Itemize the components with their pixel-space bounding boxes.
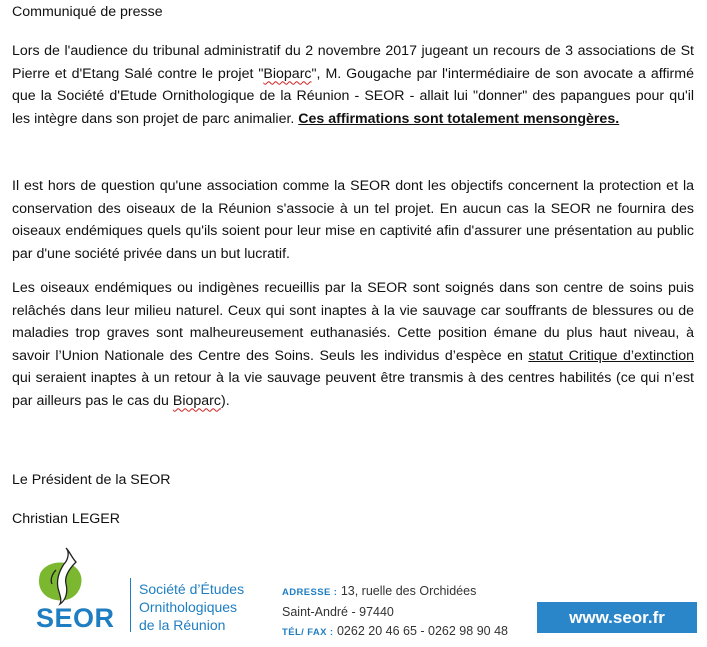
organization-name: [139, 580, 244, 634]
p3-text-b: qui seraient inaptes à un retour à la vie sauvage peuvent être transmis à des centres habilités (ce qui n’est par ailleurs pas le cas du: [12, 370, 694, 409]
paragraph-1: [12, 40, 694, 130]
footer-divider: [130, 578, 131, 632]
p1-bioparc-word: Bioparc: [263, 65, 312, 82]
paragraph-2: Il est hors de question qu'une association comme la SEOR dont les objectifs concernent la protection et la conservation des oiseaux de la Réunion s'associe à un tel projet. En aucun cas la SEOR ne fournira des oiseaux endémiques quels qu'ils soient pour leur mise en captivité afin d'assurer une présentation au public par d'une société privée dans un but lucratif.: [12, 178, 694, 262]
contact-block: [282, 582, 508, 643]
p1-text-b: ", M. Gougache par l'intermédiaire de son avocate a affirmé que la Société d'Etude Ornithologique de la Réunion - SEOR - allait lui "donner" des papangues pour qu'il les intègre dans son projet de parc animalier.: [12, 65, 694, 127]
org-name-line-1: Société d’Études: [139, 581, 245, 597]
signature-name: Christian LEGER: [12, 511, 121, 527]
phone-numbers: 0262 20 46 65 - 0262 98 90 48: [336, 624, 508, 638]
phone-label: TÉL/ FAX :: [282, 627, 334, 638]
org-name-line-2: Ornithologiques: [139, 599, 238, 615]
address-label: ADRESSE :: [282, 587, 338, 598]
p1-bold-statement: Ces affirmations sont totalement mensongères.: [298, 110, 620, 127]
p3-text-c: ).: [221, 392, 230, 409]
phone-line: [282, 622, 508, 643]
org-name-line-3: de la Réunion: [139, 617, 226, 633]
paragraph-3: [12, 277, 694, 412]
website-banner[interactable]: www.seor.fr: [537, 602, 697, 633]
document-title: Communiqué de presse: [12, 4, 163, 20]
address-line-2: Saint-André - 97440: [282, 604, 394, 619]
address-street: 13, ruelle des Orchidées: [340, 584, 477, 598]
seor-logo-text: SEOR: [36, 603, 115, 633]
signature-role: Le Président de la SEOR: [12, 472, 171, 488]
address-line-1: [282, 582, 508, 603]
p1-text-a: Lors de l'audience du tribunal administratif du 2 novembre 2017 jugeant un recours de 3 associations de St Pierre et d'Etang Salé contre le projet ": [12, 43, 694, 82]
p3-bioparc-word: Bioparc: [172, 392, 221, 409]
p3-underlined-status: statut Critique d’extinction: [528, 347, 694, 364]
p3-text-a: Les oiseaux endémiques ou indigènes recueillis par la SEOR sont soignés dans son centre de soins puis relâchés dans leur milieu naturel. Ceux qui sont inaptes à la vie sauvage car souffrants de blessures ou de maladies trop graves sont malheureusement euthanasiés. Cette position émane du plus haut niveau, à savoir l’Union Nationale des Centre des Soins. Seuls les individus d’espèce en: [12, 280, 694, 364]
